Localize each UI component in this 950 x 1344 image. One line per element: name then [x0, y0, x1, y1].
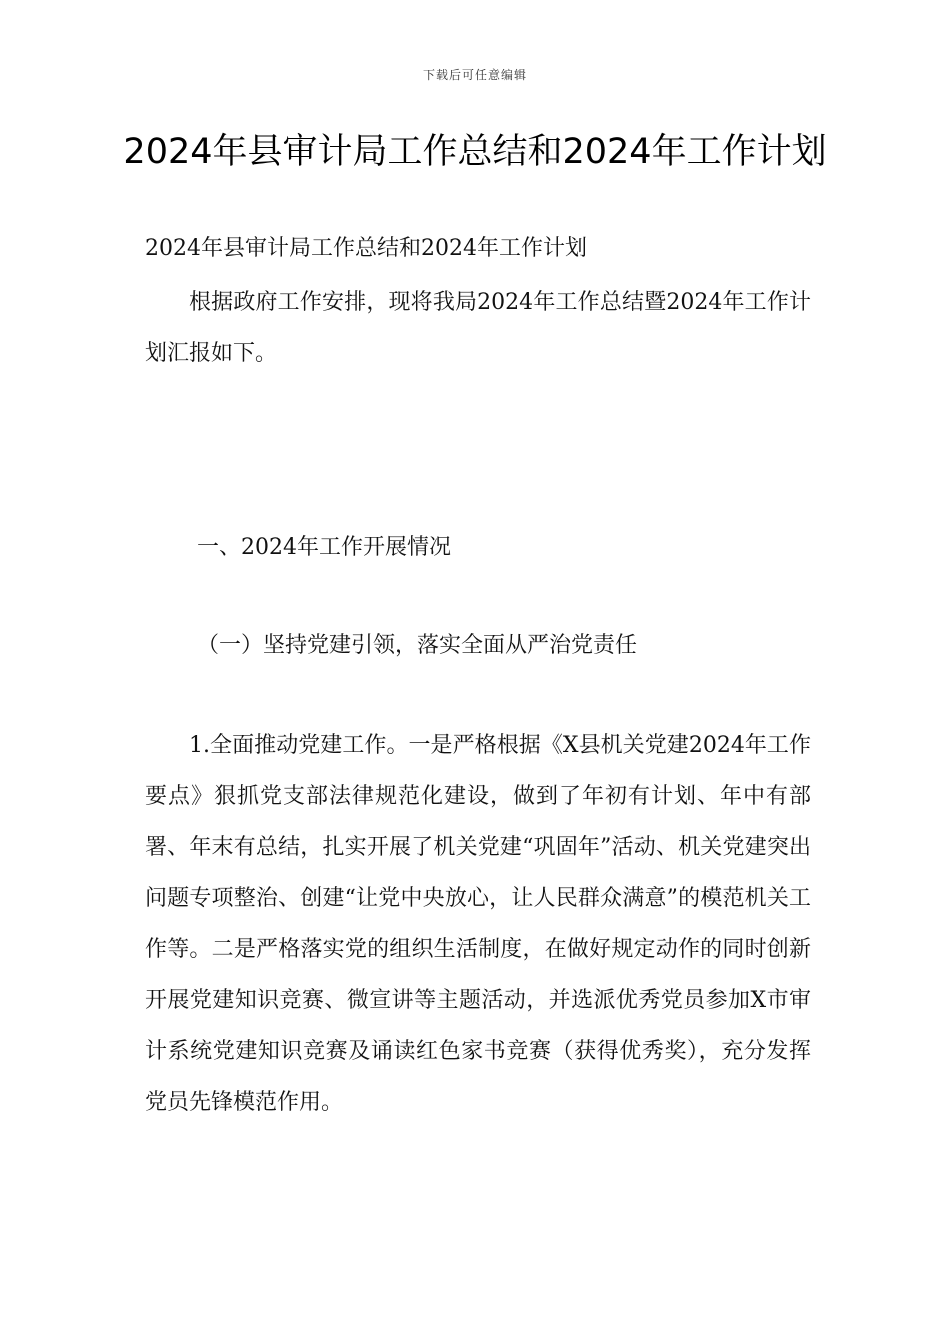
- intro-paragraph: 根据政府工作安排，现将我局2024年工作总结暨2024年工作计划汇报如下。: [145, 290, 811, 366]
- section-heading: 一、2024年工作开展情况: [197, 535, 451, 560]
- subsection-heading: （一）坚持党建引领，落实全面从严治党责任: [197, 633, 638, 658]
- document-subtitle: 2024年县审计局工作总结和2024年工作计划: [145, 236, 587, 261]
- body-paragraph: 1.全面推动党建工作。一是严格根据《X县机关党建2024年工作要点》狠抓党支部法律规范化建设，做到了年初有计划、年中有部署、年末有总结，扎实开展了机关党建“巩固年”活动、机关党建突出问题专项整治、创建“让党中央放心，让人民群众满意”的模范机关工作等。二是严格落实党的组织生活制度，在做好规定动作的同时创新开展党建知识竞赛、微宣讲等主题活动，并选派优秀党员参加X市审计系统党建知识竞赛及诵读红色家书竞赛（获得优秀奖），充分发挥党员先锋模范作用。: [145, 733, 811, 1115]
- document-title: 2024年县审计局工作总结和2024年工作计划: [123, 132, 827, 172]
- header-note: 下载后可任意编辑: [422, 68, 527, 82]
